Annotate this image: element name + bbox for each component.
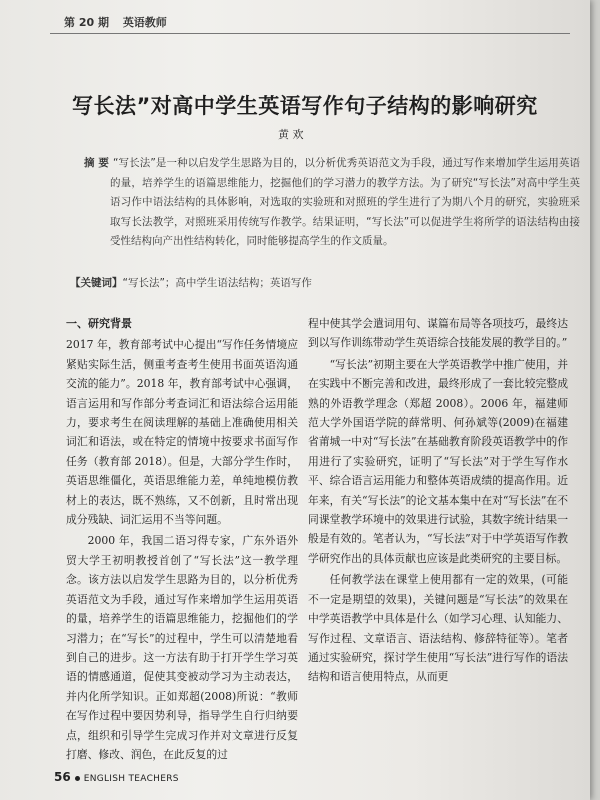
left-column — [66, 314, 298, 766]
bullet-icon — [75, 776, 80, 781]
paragraph: 2000 年，我国二语习得专家，广东外语外贸大学王初明教授首创了“写长法”这一教学理念。该方法以启发学生思路为目的，以分析优秀英语范文为手段，通过写作来增加学生运用英语的量，培养学生的语篇思维能力，挖掘他们的学习潜力；在“写长”的过程中，学生可以清楚地看到自己的进步。这一方法有助于打开学生学习英语的情感通道，促使其变被动学习为主动表达，并内化所学知识。正如郑超(2008)所说：“教师在写作过程中要因势利导，指导学生自行归纳要点，组织和引导学生完成习作并对文章进行反复打磨、修改、润色，在此反复的过 — [66, 534, 298, 761]
issue-number: 第 20 期 — [64, 16, 109, 29]
paragraph: 任何教学法在课堂上使用都有一定的效果，(可能不一定是期望的效果)，关键问题是“写长法”的效果在中学英语教学中具体是什么（如学习心理、认知能力、写作过程、文章语言、语法结构、修辞特征等）。笔者通过实验研究，探讨学生使用“写长法”进行写作的语法结构和语言使用特点，从而更 — [308, 573, 568, 684]
paragraph: 2017 年，教育部考试中心提出“写作任务情境应紧贴实际生活，侧重考查考生使用书面英语沟通交流的能力”。2018 年，教育部考试中心强调，语言运用和写作部分考查词汇和语法综合运用能力，要求考生在阅读理解的基础上准确使用相关词汇和语法，或在特定的情境中按要求书面写作任务（教育部 2018）。但是，大部分学生作时，英语思维僵化，英语思维能力差，单纯地模仿教材上的表达，既不熟练，又不创新，且时常出现成分残缺、词汇运用不当等问题。 — [66, 338, 298, 527]
abstract — [84, 154, 580, 252]
author: 黄 欢 — [278, 128, 304, 141]
keywords-text: “写长法”；高中学生语法结构；英语写作 — [122, 277, 312, 289]
keywords-label: 【关键词】 — [70, 277, 123, 289]
footer-journal: ENGLISH TEACHERS — [83, 774, 179, 784]
section-heading: 一、研究背景 — [66, 317, 132, 330]
paragraph: “写长法”初期主要在大学英语教学中推广使用，并在实践中不断完善和改进，最终形成了一套比较完整成熟的外语教学理念（郑超 2008）。2006 年，福建师范大学外国语学院的薛常明、何孙斌等(2009)在福建省莆城一中对“写长法”在基础教育阶段英语教学中的作用进行了实验研究，证明了“写长法”对于学生写作水平、综合语言运用能力和整体英语成绩的提高作用。近年来，有关“写长法”的论文基本集中在对“写长法”在不同课堂教学环境中的效果进行试验，其数字统计结果一般是有效的。笔者认为，“写长法”对于中学英语写作教学研究作出的具体贡献也应该是此类研究的主要目标。 — [308, 357, 568, 565]
article-title: 写长法”对高中学生英语写作句子结构的影响研究 — [72, 94, 538, 118]
keywords — [70, 275, 550, 290]
paragraph: 程中使其学会遣词用句、谋篇布局等各项技巧，最终达到以写作训练带动学生英语综合技能发展的教学目的。” — [308, 317, 568, 350]
abstract-label: 摘 要 — [84, 157, 109, 169]
page-footer — [54, 770, 179, 784]
running-header — [64, 14, 177, 30]
page-number: 56 — [54, 770, 71, 784]
journal-name: 英语教师 — [122, 16, 167, 29]
header-rule — [50, 33, 570, 34]
abstract-text: “写长法”是一种以启发学生思路为目的，以分析优秀英语范文为手段，通过写作来增加学生运用英语的量，培养学生的语篇思维能力，挖掘他们的学习潜力的教学方法。为了研究“写长法”对高中学生英语习作中语法结构的具体影响，对选取的实验班和对照班的学生进行了为期八个月的研究，实验班采取写长法教学，对照班采用传统写作教学。结果证明，“写长法”可以促进学生将所学的语法结构由接受性结构向产出性结构转化，同时能够提高学生的作文质量。 — [110, 157, 580, 247]
right-column — [308, 314, 568, 689]
